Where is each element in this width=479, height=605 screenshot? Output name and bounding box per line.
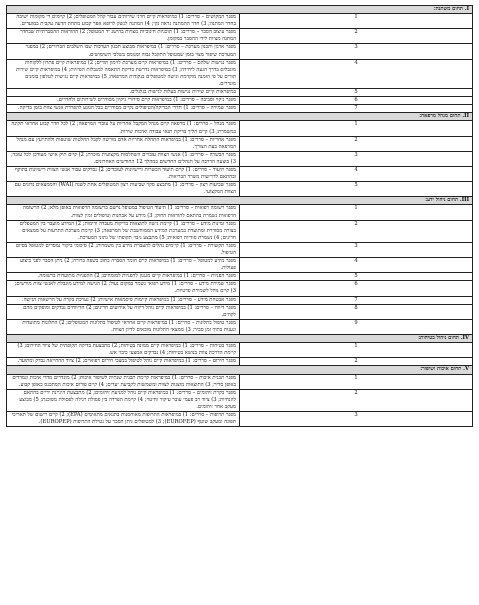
row-text: מפגר בקרת זיהומים – סררים: 1) במיפראות קיים נוהל למניעת זיהומים; 2) מתבצעת היגיינת ידיים בהתאם להנחיות; 3) ציוד רב פעמי עובר עיקור וחיטוי; 4) קיימת הפרדה בין פסולת רגילה לפסולת מסוכנת; 5) מבוצע מעקב אחר זיהומים. xyxy=(7,389,240,411)
table-row xyxy=(7,97,473,105)
table-row xyxy=(7,205,473,220)
section-title: III. תחום ניהול ידע: xyxy=(7,197,473,205)
row-number: 2 xyxy=(240,29,473,44)
row-number: 5 xyxy=(240,273,473,281)
row-number: 4 xyxy=(240,258,473,273)
table-row xyxy=(7,89,473,97)
criteria-table-body xyxy=(7,6,473,427)
row-text: מפגר ארגון ותכנון מערכת – סררים: 1) במיפראות מבוצע תכנון הערכות שבו השלבים הברורים; 2) במפגר המערכת שיפור מצוי בזמן שמטופל התקבל גבוה ומנומס בשלבי השימושים. xyxy=(7,44,240,59)
table-row xyxy=(7,44,473,59)
row-number: 9 xyxy=(240,319,473,334)
row-text: מפגר ניקוי וסביבה – סררים: 1) במיפראות קיים סידורי ניקיון מסודרים לשירותים ולחדרים. xyxy=(7,97,240,105)
row-number: 2 xyxy=(240,358,473,366)
table-row xyxy=(7,296,473,304)
section-title: IV. תחום ניהול בטיחות: xyxy=(7,335,473,343)
row-text: מפגר המקושים – סררים: 1) במיפראות קיים חרני שירותים עבור קהל המטופלים; 2) קיימים די מקומות ישיבה בחדר המתנה; 3) חדר ההמתנה נראה נקי; 4) המתנה לנשק לרופא אפר קבוע מתחת הדעה עקבית במועדים. xyxy=(7,14,240,29)
row-number: 7 xyxy=(240,105,473,113)
row-text: מפגר עיצוב הסבר – סררים: 1) תוכניות חינוכיות מצויות בהישג יד המטופל; 2) ההוראות ההסברתיות שבחדר המתנה מציות לידי ההסבר במקומן. xyxy=(7,29,240,44)
table-row xyxy=(7,242,473,257)
row-number: 7 xyxy=(240,296,473,304)
row-number: 1 xyxy=(240,121,473,136)
table-row xyxy=(7,319,473,334)
table-row xyxy=(7,281,473,296)
row-number: 2 xyxy=(240,220,473,242)
row-text: מפגר שמירה – סררים: 1) חדרי הבדיקה/הטיפולים נקיים מסודרים בכל הנוגע להפרדת אנשי צוות בזמן בדיקה. xyxy=(7,105,240,113)
table-row xyxy=(7,304,473,319)
table-row xyxy=(7,105,473,113)
row-number: 2 xyxy=(240,136,473,151)
row-number: 1 xyxy=(240,374,473,389)
table-row xyxy=(7,258,473,273)
row-number: 4 xyxy=(240,166,473,181)
row-text: מפגר בטיחות – סררים: 1) במיפראות קיים ממונה בטיחות; 2) מתבצעת בדיקה תקופתית של ציוד החירום; 3) קיימת הדרכת צוות בנושא בטיחות; 4) נבדקים אמצעי כיבוי אש. xyxy=(7,343,240,358)
row-number: 5 xyxy=(240,89,473,97)
section-header-row xyxy=(7,366,473,374)
table-row xyxy=(7,14,473,29)
table-row xyxy=(7,343,473,358)
section-title: V. תחום איכות ושיפור: xyxy=(7,366,473,374)
section-header-row xyxy=(7,6,473,14)
row-number: 3 xyxy=(240,44,473,59)
document-page xyxy=(6,5,473,427)
row-number: 2 xyxy=(240,389,473,411)
criteria-table xyxy=(6,5,473,427)
row-number: 1 xyxy=(240,343,473,358)
table-row xyxy=(7,121,473,136)
table-row xyxy=(7,29,473,44)
row-text: מפגר מידע למטופל – סררים: 1) במיפראות קיים חומר הסברה כתוב בשפה ברורה; 2) ניתן הסבר לפני ביצוע פעולות. xyxy=(7,258,240,273)
table-row xyxy=(7,389,473,411)
row-text: מפגר תיעוד – סררים: 1) קיים תיעוד הכשרות ורישיונות לעובדים; 2) נבדקים עבור אנשי הצוות רישיונות בתוקף ובהתאם לדרישות משרד הבריאות. xyxy=(7,166,240,181)
row-text: מפגר תכנית איכות – סררים: 1) במיפראות קיימת תכנית שנתית לשיפור איכות; 2) מוגדרים מדדי איכות ונמדדים באופן סדיר; 3) התוצאות מוצגות לצוות ומשמשות לקביעת יעדים; 4) קיים פורום איכות המתכנס באופן קבוע. xyxy=(7,374,240,389)
section-title: II. תחום מנהל מרפאה: xyxy=(7,113,473,121)
table-row xyxy=(7,182,473,197)
section-header-row xyxy=(7,197,473,205)
row-text: מפגר חירום – סררים: 1) במיפראות קיים נוהל לטיפול במצבי חירום רפואיים; 2) ציוד ההחייאה נבדק ומתועד. xyxy=(7,358,240,366)
row-text: במיפראות קיים שירות נגישות בעלות לגישות בגלגלים. xyxy=(7,89,240,97)
row-text: מפגר שמירת מידע – סררים: 1) מידע רפואי נשמר במקום נעול; 2) הגישה למידע מוגבלת לאנשי צוות מורשים; 3) קיים נוהל לשמירת פרטיות. xyxy=(7,281,240,296)
row-text: מפגר רשומה רפואית – סררים: 1) תיעוד הטיפול במטופל נרשם ברשומה הרפואית באופן מלא; 2) הרשומה הרפואית נשמרת בהתאם להוראות החוק; 3) מידע על אבחנות וטיפולים זמין לצוות. xyxy=(7,205,240,220)
row-number: 3 xyxy=(240,242,473,257)
row-text: מפגר תרופות – סררים: 1) במיפראות התרופות מאוחסנות בתנאים מתאימים (EPA); 2) קיים רישום של תאריכי תפוגה ומעקב שוטף (EUROFEP); 3) למטופלים ניתן הסבר על נטילת התרופות (EUROPEP). xyxy=(7,411,240,426)
section-header-row xyxy=(7,113,473,121)
row-text: מפגר אחריות – סררים: 1) במיפראות התחלת אחריות אדם מורשה לקבל החלטות שוטפות ולהתייעץ עם מנהל המרפאה בעת הצורך. xyxy=(7,136,240,151)
section-header-row xyxy=(7,335,473,343)
row-number: 6 xyxy=(240,281,473,296)
row-text: מפגר דיווח – סררים: 1) במיפראות קיים נוהל דיווח על אירועים חריגים; 2) הדיווחים נבדקים ומופקים מהם לקחים. xyxy=(7,304,240,319)
row-text: מפגר תקשורת – סררים: 1) קיימים נהלים להעברת מידע בין משמרות; 2) סיכומי ביקור נמסרים למטופל בסיום הטיפול. xyxy=(7,242,240,257)
row-text: מפגר טיפול בתלונות – סררים: 1) במיפראות קיים אחראי לטיפול בתלונות המטופלים; 2) התלונות מתועדות ונענות בתוך זמן סביר; 3) ממצאי התלונות מובאים לדיון הצוות. xyxy=(7,319,240,334)
table-row xyxy=(7,59,473,88)
row-number: 3 xyxy=(240,151,473,166)
table-row xyxy=(7,220,473,242)
row-number: 1 xyxy=(240,205,473,220)
table-row xyxy=(7,151,473,166)
section-title: I. תחום משתנה: xyxy=(7,6,473,14)
row-number: 4 xyxy=(240,59,473,88)
row-number: 8 xyxy=(240,304,473,319)
row-text: מפגר זמינות מידע – סררים: 1) קיימת גישה לתוצאות בדיקות מעבדה ודימות; 2) המידע מועבר בין המטפלים בצורה מסודרת ומתועדת במערכת המידע הממוחשבת של המרפאה; 3) קיימת מערכת התרעות על ממצאים חריגים; 4) נשמרת סודיות רפואית; 5) מתבצע גיבוי תקופתי של נתוני המערכת. xyxy=(7,220,240,242)
row-text: מפגר אבטחת מידע – סררים: 1) במיפראות קיימות סיסמאות אישיות; 2) נערכת בקרה על הרשאות הגישה. xyxy=(7,296,240,304)
row-number: 6 xyxy=(240,97,473,105)
row-text: מפגר מנהל – סררים: 1) מרפאה קיים מנהל המקבל אחריות על עובדי המרפאה; 2) לכל חדר קבוע אחראי תקינה במשמרת; 3) קיים הליך בדיקת תנאי עבודה ואיכות שירות. xyxy=(7,121,240,136)
row-number: 3 xyxy=(240,411,473,426)
row-text: מפגר הכשרה – סררים: 1) אנשי הצוות עוברים השתלמות מקצועית מוכרת; 2) קיים תיק אישי מעודכן לכל עובד; 3) בוצעה הדרכה על הנהלים החדשים במהלך 12 החודשים האחרונים. xyxy=(7,151,240,166)
row-number: 1 xyxy=(240,14,473,29)
table-row xyxy=(7,374,473,389)
table-row xyxy=(7,358,473,366)
row-number: 5 xyxy=(240,182,473,197)
table-row xyxy=(7,136,473,151)
row-text: מפגר הפניות – סררים: 1) במיפראות קיים מנגנון להפניות למומחים; 2) ההפניות מתועדות ברשומה. xyxy=(7,273,240,281)
table-row xyxy=(7,411,473,426)
table-row xyxy=(7,166,473,181)
row-text: מפגר נגישות שלהם – סררים: 1) במיפראות קיים מערכת לזימון תורים; 2) במיפראות קיים פתרון ללקוחות מוגבלים בדרך הגעה ליחידה; 3) במיפראות נדרשת בדיקת התאמה למגבלות הפיזיות; 4) במיפראות קיים שירות תורים על פי הזמנה מוקדמת וגישה למטופלים בנקודות המרפאה; 5) במיפראות קיים נגישות לטלפון בזמנים מוגדרים. xyxy=(7,59,240,88)
table-row xyxy=(7,273,473,281)
row-text: מפגר שביעות רצון – סררים: 1) מתבצע סקר שביעות רצון המטופלים אחת לשנה (WAI) והממצאים נדונים עם הצוות המקצועי. xyxy=(7,182,240,197)
